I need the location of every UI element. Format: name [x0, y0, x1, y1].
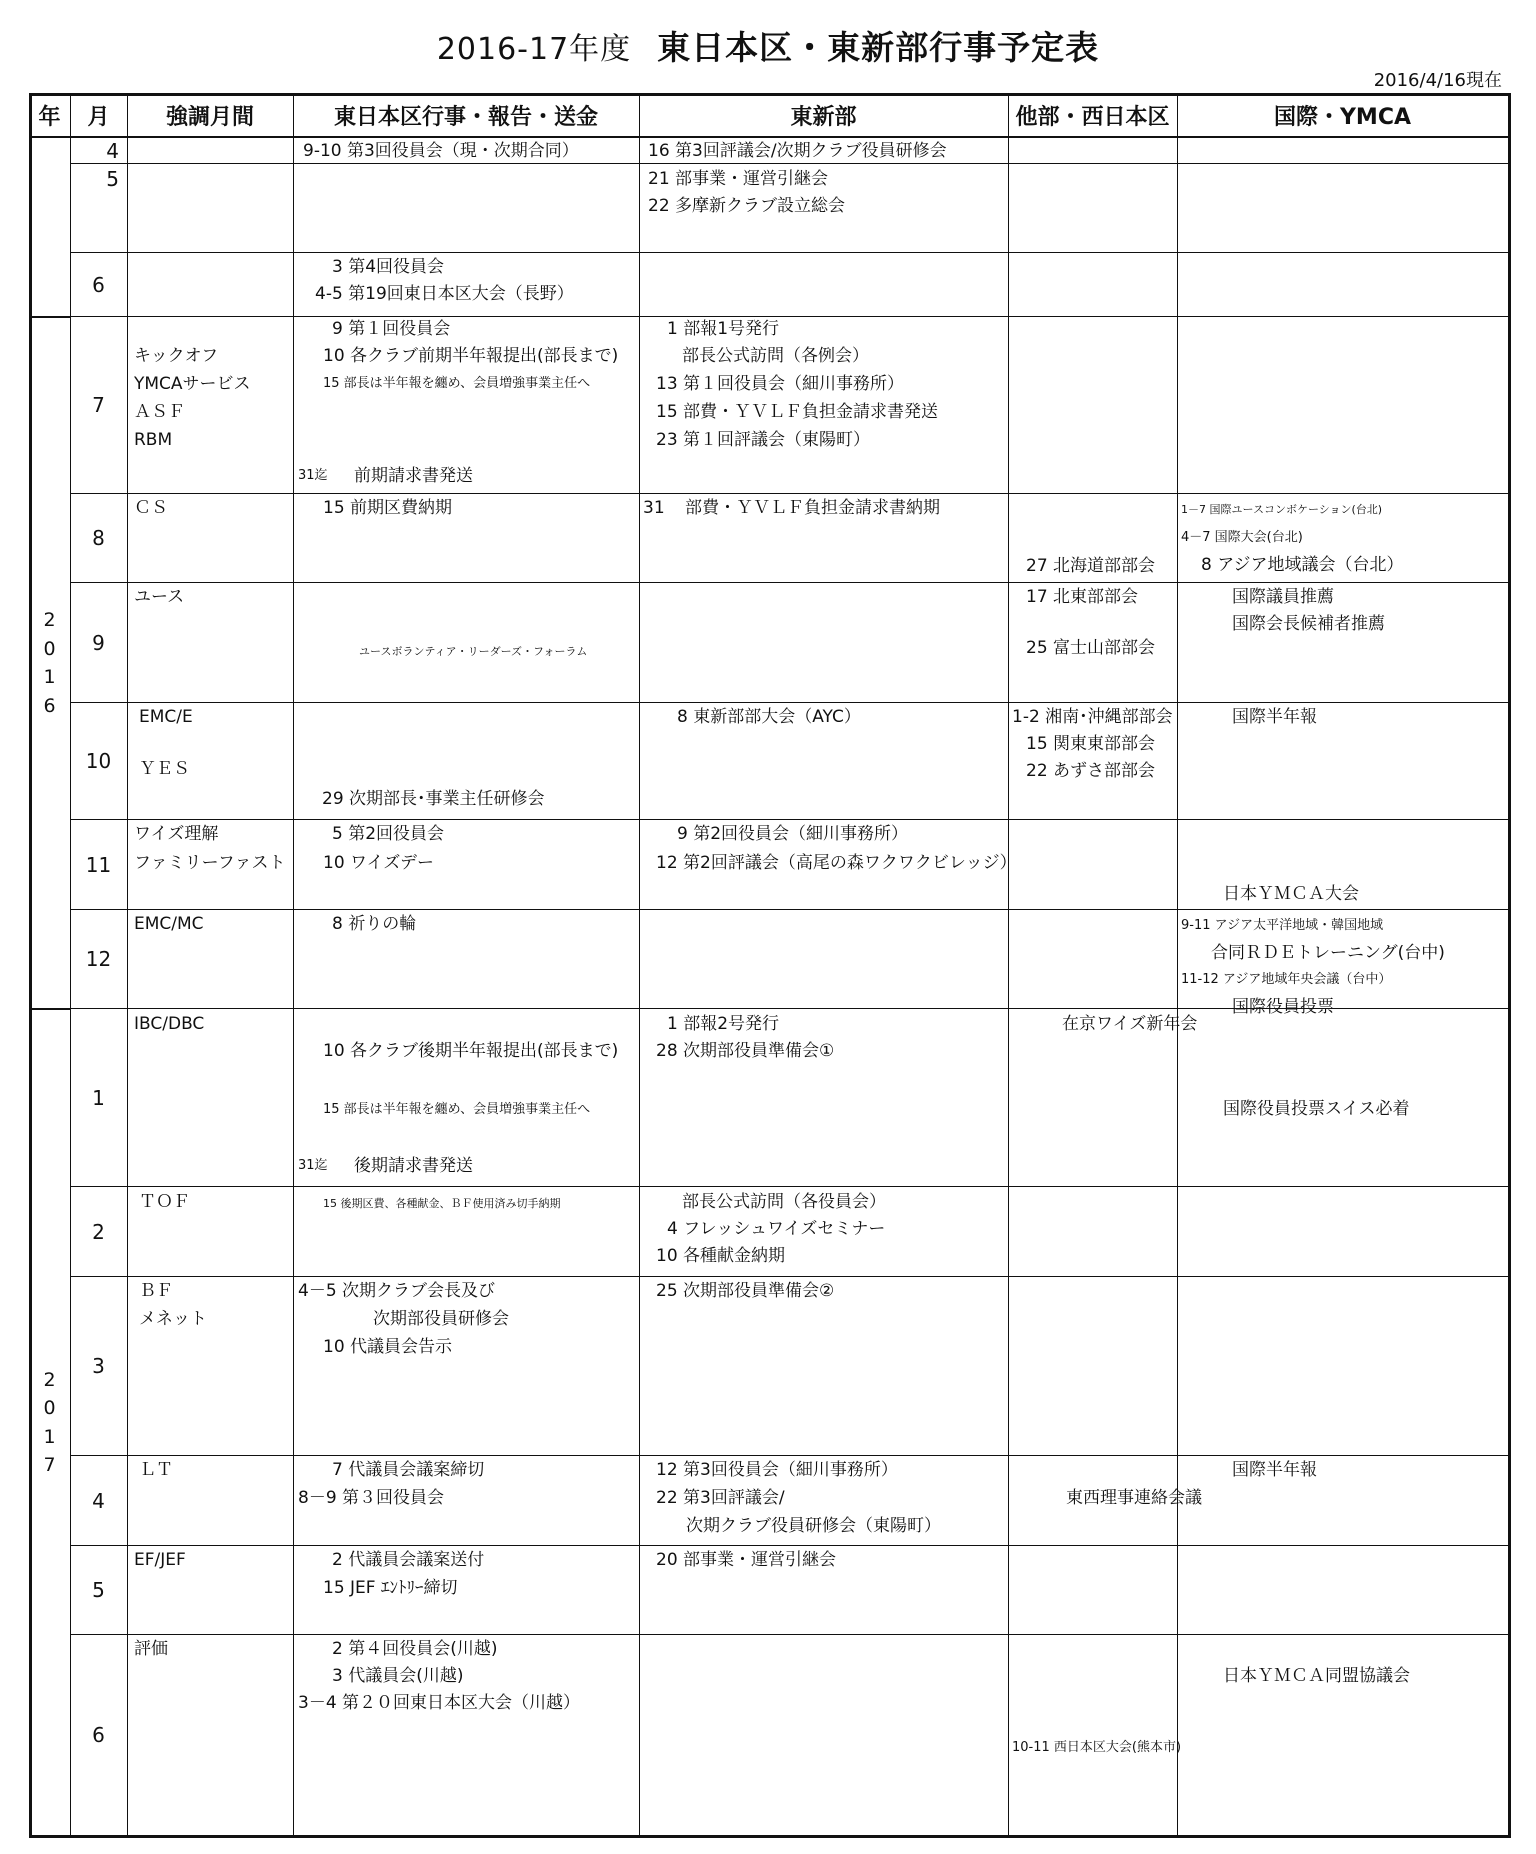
month-label: 1	[92, 1085, 105, 1110]
toshin-event: 22 第3回評議会/	[656, 1488, 785, 1508]
month-label: 3	[92, 1354, 105, 1378]
header-emphasis-month: 強調月間	[165, 104, 254, 130]
header-toshin: 東新部	[790, 104, 857, 130]
month-label: 10	[85, 749, 112, 773]
region-event: 後期請求書発送	[354, 1156, 473, 1176]
region-event: 10 各クラブ後期半年報提出(部長まで)	[323, 1041, 619, 1061]
intl-event: 合同ＲＤＥトレーニング(台中)	[1211, 943, 1445, 963]
intl-event: 日本ＹＭＣＡ大会	[1223, 884, 1359, 904]
emphasis-month: IBC/DBC	[134, 1014, 205, 1034]
region-event: 29 次期部長･事業主任研修会	[322, 789, 545, 809]
emphasis-month: ＢＦ	[139, 1281, 173, 1301]
toshin-event: 部長公式訪問（各例会）	[682, 346, 869, 366]
toshin-event: 4 フレッシュワイズセミナー	[667, 1219, 886, 1239]
other-event: 15 関東東部部会	[1026, 734, 1156, 754]
region-event: 15 部長は半年報を纏め、会員増強事業主任へ	[323, 1102, 591, 1117]
region-event: 10 各クラブ前期半年報提出(部長まで)	[323, 346, 619, 366]
region-event: 10 代議員会告示	[323, 1337, 453, 1357]
region-event: 3－4 第２０回東日本区大会（川越）	[298, 1693, 581, 1713]
other-event: 17 北東部部会	[1026, 587, 1139, 607]
region-event: 2 第４回役員会(川越)	[332, 1639, 498, 1659]
as-of-date: 2016/4/16現在	[1373, 70, 1502, 91]
month-label: 7	[92, 393, 105, 417]
intl-event: 8 アジア地域議会（台北）	[1201, 555, 1404, 575]
other-event: 22 あずさ部部会	[1026, 761, 1156, 781]
intl-event: 4－7 国際大会(台北)	[1181, 530, 1303, 545]
toshin-event-date: 31	[643, 498, 665, 518]
intl-event: 国際半年報	[1232, 707, 1317, 727]
month-label: 8	[92, 526, 105, 550]
emphasis-month: ファミリーファスト	[134, 853, 286, 873]
region-event: 9 第１回役員会	[332, 319, 451, 339]
month-label: 2	[92, 1219, 105, 1244]
emphasis-month: メネット	[139, 1309, 207, 1329]
intl-event: 日本ＹＭＣＡ同盟協議会	[1223, 1666, 1410, 1686]
emphasis-month: RBM	[134, 430, 173, 450]
region-event: 前期請求書発送	[354, 466, 473, 486]
month-label: 9	[92, 630, 105, 655]
region-event: 4－5 次期クラブ会長及び	[298, 1281, 496, 1301]
region-event: 9-10 第3回役員会（現・次期合同）	[303, 141, 579, 161]
other-event: 27 北海道部部会	[1026, 556, 1156, 576]
month-label: 11	[85, 852, 112, 877]
toshin-event: 20 部事業・運営引継会	[656, 1550, 837, 1570]
emphasis-month: EF/JEF	[134, 1550, 186, 1570]
emphasis-month: ＡＳＦ	[134, 402, 185, 422]
region-event: 10 ワイズデー	[323, 853, 435, 873]
toshin-event: 次期クラブ役員研修会（東陽町）	[686, 1516, 941, 1536]
toshin-event: 部費・ＹＶＬＦ負担金請求書納期	[685, 498, 940, 518]
region-event: 8 祈りの輪	[332, 914, 417, 934]
intl-event: 国際役員投票スイス必着	[1223, 1099, 1410, 1119]
region-event: 15 前期区費納期	[323, 498, 453, 518]
region-event: 15 部長は半年報を纏め、会員増強事業主任へ	[323, 376, 591, 391]
toshin-event: 9 第2回役員会（細川事務所）	[677, 824, 909, 844]
emphasis-month: ＣＳ	[134, 498, 168, 518]
row-divider	[70, 1545, 1511, 1546]
row-divider	[70, 1276, 1511, 1277]
row-divider	[70, 1186, 1511, 1187]
emphasis-month: ユース	[134, 587, 185, 607]
row-divider	[70, 909, 1511, 910]
region-event: 4-5 第19回東日本区大会（長野）	[315, 284, 574, 304]
year-2017: 2 0 1 7	[43, 1368, 56, 1476]
emphasis-month: 評価	[134, 1639, 168, 1659]
toshin-event: 1 部報2号発行	[667, 1014, 780, 1034]
row-divider	[70, 582, 1511, 583]
header-other-west: 他部・西日本区	[1015, 104, 1170, 130]
page-title	[0, 22, 1536, 69]
toshin-event: 16 第3回評議会/次期クラブ役員研修会	[648, 141, 947, 161]
toshin-event: 21 部事業・運営引継会	[648, 169, 829, 189]
region-event: 8－9 第３回役員会	[298, 1488, 445, 1508]
toshin-event: 28 次期部役員準備会①	[656, 1041, 835, 1061]
region-event: 3 第4回役員会	[332, 257, 445, 277]
row-divider	[70, 316, 1511, 317]
month-label: 6	[92, 272, 105, 297]
column-divider	[1008, 93, 1009, 1838]
region-event-date: 31迄	[298, 468, 328, 483]
toshin-event: 1 部報1号発行	[667, 319, 780, 339]
title-year: 2016-17年度	[436, 32, 632, 67]
emphasis-month: EMC/E	[139, 707, 193, 727]
region-event: 5 第2回役員会	[332, 824, 445, 844]
table-border	[1508, 93, 1511, 1838]
row-divider	[70, 252, 1511, 253]
header-east-region: 東日本区行事・報告・送金	[333, 104, 598, 130]
intl-event: 9-11 アジア太平洋地域・韓国地域	[1181, 918, 1384, 933]
column-divider	[293, 93, 294, 1838]
month-label: 4	[106, 138, 119, 163]
intl-event: 国際役員投票	[1232, 997, 1334, 1017]
row-divider	[70, 819, 1511, 820]
other-event: 25 富士山部部会	[1026, 638, 1156, 658]
month-label: 6	[92, 1723, 105, 1747]
month-label: 12	[85, 947, 112, 971]
row-divider	[70, 1634, 1511, 1635]
column-divider	[1177, 93, 1178, 1838]
intl-event: 国際半年報	[1232, 1460, 1317, 1480]
emphasis-month: ＬＴ	[139, 1460, 173, 1480]
schedule-table	[29, 93, 1511, 1838]
toshin-event: 22 多摩新クラブ設立総会	[648, 196, 846, 216]
emphasis-month: ＴＯＦ	[139, 1192, 190, 1212]
region-event: 7 代議員会議案締切	[332, 1460, 485, 1480]
intl-event: 国際会長候補者推薦	[1232, 614, 1385, 634]
header-intl-ymca: 国際・YMCA	[1274, 104, 1411, 130]
emphasis-month: EMC/MC	[134, 914, 204, 934]
region-event-date: 31迄	[298, 1158, 328, 1173]
toshin-event: 8 東新部部大会（AYC）	[677, 707, 861, 727]
region-event: 3 代議員会(川越)	[332, 1666, 464, 1686]
region-event: ユースボランティア・リーダーズ・フォーラム	[359, 645, 588, 658]
other-event: 1-2 湘南･沖縄部部会	[1012, 707, 1173, 727]
column-divider	[639, 93, 640, 1838]
region-event: 2 代議員会議案送付	[332, 1550, 485, 1570]
month-label: 5	[92, 1578, 105, 1602]
toshin-event: 12 第3回役員会（細川事務所）	[656, 1460, 898, 1480]
emphasis-month: キックオフ	[134, 346, 219, 366]
other-event: 東西理事連絡会議	[1066, 1488, 1202, 1508]
title-main: 東日本区・東新部行事予定表	[657, 28, 1100, 67]
intl-event: 国際議員推薦	[1232, 587, 1334, 607]
emphasis-month: YMCAサービス	[134, 374, 251, 394]
intl-event: 11-12 アジア地域年央会議（台中）	[1181, 972, 1392, 987]
header-year: 年	[38, 104, 61, 130]
intl-event: 1－7 国際ユースコンボケーション(台北)	[1181, 503, 1383, 516]
toshin-event: 15 部費・ＹＶＬＦ負担金請求書発送	[656, 402, 939, 422]
month-label: 5	[106, 167, 119, 191]
region-event: 15 後期区費、各種献金、ＢＦ使用済み切手納期	[323, 1197, 561, 1210]
table-border	[29, 1835, 1511, 1838]
month-label: 4	[92, 1488, 105, 1513]
row-divider	[70, 493, 1511, 494]
row-divider	[70, 1455, 1511, 1456]
toshin-event: 12 第2回評議会（高尾の森ワクワクビレッジ）	[656, 853, 1017, 873]
toshin-event: 23 第１回評議会（東陽町）	[656, 430, 871, 450]
header-month: 月	[87, 104, 110, 130]
emphasis-month: ＹＥＳ	[139, 759, 190, 779]
column-divider	[127, 93, 128, 1838]
toshin-event: 部長公式訪問（各役員会）	[682, 1192, 886, 1212]
row-divider	[70, 163, 1511, 164]
region-event: 次期部役員研修会	[373, 1309, 509, 1329]
row-divider	[70, 702, 1511, 703]
other-event: 10-11 西日本区大会(熊本市)	[1012, 1740, 1182, 1755]
emphasis-month: ワイズ理解	[134, 824, 219, 844]
region-event: 15 JEF ｴﾝﾄﾘｰ締切	[323, 1578, 458, 1598]
other-event: 在京ワイズ新年会	[1062, 1014, 1198, 1034]
toshin-event: 13 第１回役員会（細川事務所）	[656, 374, 905, 394]
toshin-event: 10 各種献金納期	[656, 1246, 786, 1266]
toshin-event: 25 次期部役員準備会②	[656, 1281, 835, 1301]
year-2016: 2 0 1 6	[43, 609, 56, 717]
